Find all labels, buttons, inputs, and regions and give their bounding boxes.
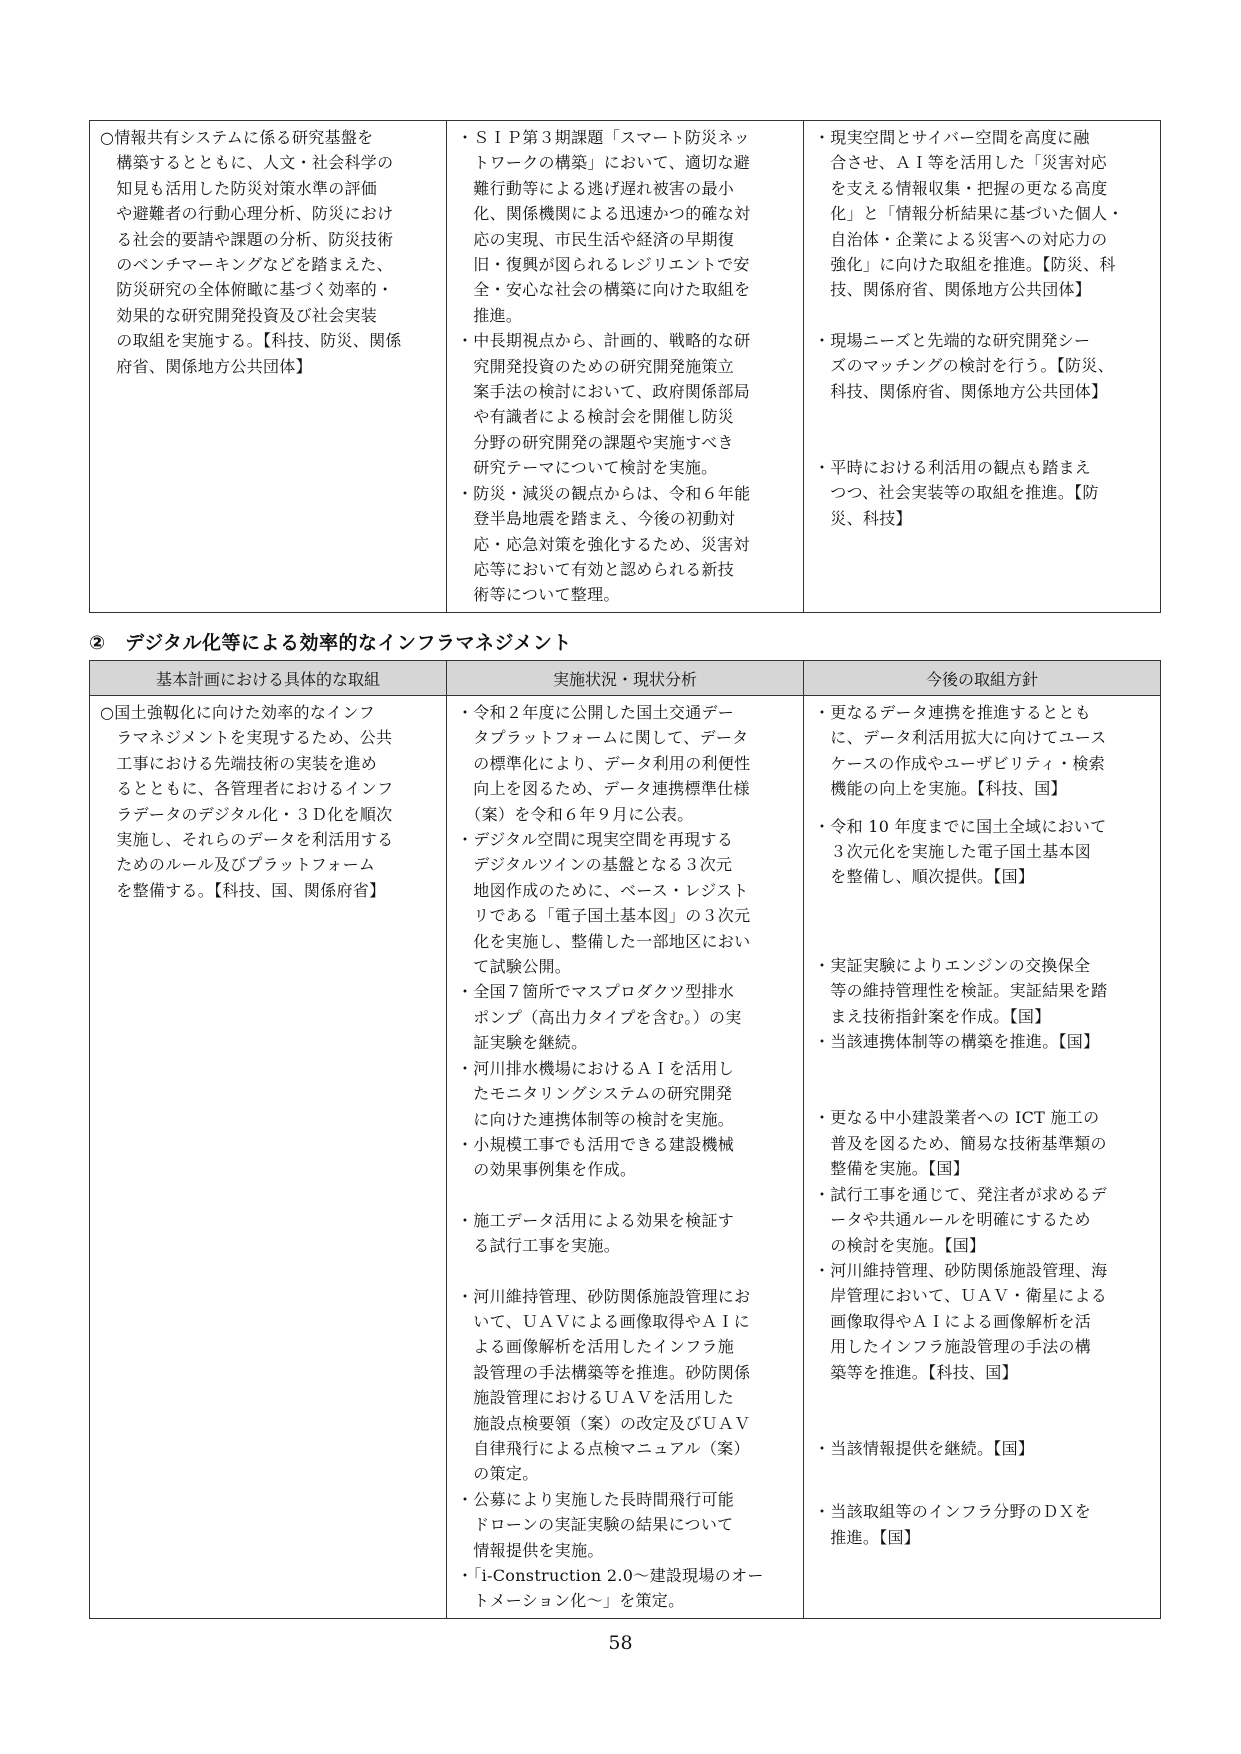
policy-text-f: ・当該取組等のインフラ分野のＤＸを 推進。【国】 xyxy=(814,1502,1092,1547)
policy-text-a: ・更なるデータ連携を推進するととも に、データ利活用拡大に向けてユース ケースの作成やユーザビリティ・検索 機能の向上を実施。【科技、国】 xyxy=(814,703,1107,799)
table-header-row xyxy=(90,661,1161,696)
table-row xyxy=(90,696,1161,1619)
table-row xyxy=(90,121,1161,613)
policy-text-a: ・現実空間とサイバー空間を高度に融 合させ、ＡＩ等を活用した「災害対応 を支える情報収集・把握の更なる高度 化」と「情報分析結果に基づいた個人・ 自治体・企業による災害への対応力の 強化」に向けた取組を推進。【防災、科 技、関係府省、関係地方公共団体】 xyxy=(814,128,1124,300)
policy-cell xyxy=(804,121,1161,613)
status-text-a: ・ＳＩＰ第３期課題「スマート防災ネッ トワークの構築」において、適切な避 難行動等による逃げ遅れ被害の最小 化、関係機関による迅速かつ的確な対 応の実現、市民生活や経済の早期復 旧・復興が図られるレジリエントで安 全・安心な社会の構築に向けた取組を 推進。 xyxy=(457,128,751,325)
status-text-d: ・河川維持管理、砂防関係施設管理にお いて、ＵＡＶによる画像取得やＡＩに よる画像解析を活用したインフラ施 設管理の手法構築等を推進。砂防関係 施設管理におけるＵＡＶを活用した 施設点検要領（案）の改定及びＵＡＶ 自律飛行による点検マニュアル（案） の策定。 ・公募により実施した長時間飛行可能 ドローンの実証実験の結果について 情報提供を実施。 ・「i-Construction 2.0～建設現場のオー トメーション化～」を策定。 xyxy=(457,1286,764,1611)
policy-text-e: ・当該情報提供を継続。【国】 xyxy=(814,1438,1035,1458)
policy-text-d: ・更なる中小建設業者への ICT 施工の 普及を図るため、簡易な技術基準類の 整備を実施。【国】 ・試行工事を通じて、発注者が求めるデ ータや共通ルールを明確にするため の検討を実施。【国】 ・河川維持管理、砂防関係施設管理、海 岸管理において、ＵＡＶ・衛星による 画像取得やＡＩによる画像解析を活 用したインフラ施設管理の手法の構 築等を推進。【科技、国】 xyxy=(814,1108,1108,1382)
header-policy: 今後の取組方針 xyxy=(804,661,1161,696)
policy-text-c: ・実証実験によりエンジンの交換保全 等の維持管理性を検証。実証結果を踏 まえ技術指針案を作成。【国】 ・当該連携体制等の構築を推進。【国】 xyxy=(814,955,1108,1052)
status-text-b: ・全国７箇所でマスプロダクツ型排水 ポンプ（高出力タイプを含む。）の実 証実験を継続。 ・河川排水機場におけるＡＩを活用し たモニタリングシステムの研究開発 に向けた連携体制等の検討を実施。 ・小規模工事でも活用できる建設機械 の効果事例集を作成。 xyxy=(457,982,742,1180)
plan-text: ○国土強靱化に向けた効率的なインフ ラマネジメントを実現するため、公共 工事における先端技術の実装を進め るとともに、各管理者におけるインフ ラデータのデジタル化・３Ｄ化を順次 実施し、それらのデータを利活用する ためのルール及びプラットフォーム を整備する。【科技、国、関係府省】 xyxy=(100,703,394,900)
plan-cell xyxy=(90,696,447,1619)
section-heading: ② デジタル化等による効率的なインフラマネジメント xyxy=(89,632,572,654)
status-text-c: ・防災・減災の観点からは、令和６年能 登半島地震を踏まえ、今後の初動対 応・応急対策を強化するため、災害対 応等において有効と認められる新技 術等について整理。 xyxy=(457,483,751,605)
plan-text: ○情報共有システムに係る研究基盤を 構築するとともに、人文・社会科学の 知見も活用した防災対策水準の評価 や避難者の行動心理分析、防災におけ る社会的要請や課題の分析、防災技術 のベンチマーキングなどを踏まえた、 防災研究の全体俯瞰に基づく効率的・ 効果的な研究開発投資及び社会実装 の取組を実施する。【科技、防災、関係 府省、関係地方公共団体】 xyxy=(100,128,402,376)
status-text-a: ・令和２年度に公開した国土交通デー タプラットフォームに関して、データ の標準化により、データ利用の利便性 向上を図るため、データ連携標準仕様 （案）を令和６年９月に公表。 ・デジタル空間に現実空間を再現する デジタルツインの基盤となる３次元 地図作成のために、ベース・レジスト リである「電子国土基本図」の３次元 化を実施し、整備した一部地区におい て試験公開。 xyxy=(457,703,751,977)
policy-text-b: ・令和 10 年度までに国土全域において ３次元化を実施した電子国土基本図 を整備し、順次提供。【国】 xyxy=(814,816,1107,887)
status-cell xyxy=(447,121,804,613)
policy-text-c: ・平時における利活用の観点も踏まえ つつ、社会実装等の取組を推進。【防 災、科技】 xyxy=(814,458,1099,528)
page-number: 58 xyxy=(608,1632,633,1654)
status-text-c: ・施工データ活用による効果を検証す る試行工事を実施。 xyxy=(457,1210,735,1256)
status-cell xyxy=(447,696,804,1619)
header-status: 実施状況・現状分析 xyxy=(447,661,804,696)
policy-cell xyxy=(804,696,1161,1619)
header-plan: 基本計画における具体的な取組 xyxy=(90,661,447,696)
infra-management-table xyxy=(89,660,1161,1619)
status-text-b: ・中長期視点から、計画的、戦略的な研 究開発投資のための研究開発施策立 案手法の検討において、政府関係部局 や有識者による検討会を開催し防災 分野の研究開発の課題や実施すべき 研究テーマについて検討を実施。 xyxy=(457,331,751,478)
plan-cell xyxy=(90,121,447,613)
policy-text-b: ・現場ニーズと先端的な研究開発シー ズのマッチングの検討を行う。【防災、 科技、関係府省、関係地方公共団体】 xyxy=(814,330,1114,401)
table-continued xyxy=(89,120,1161,613)
